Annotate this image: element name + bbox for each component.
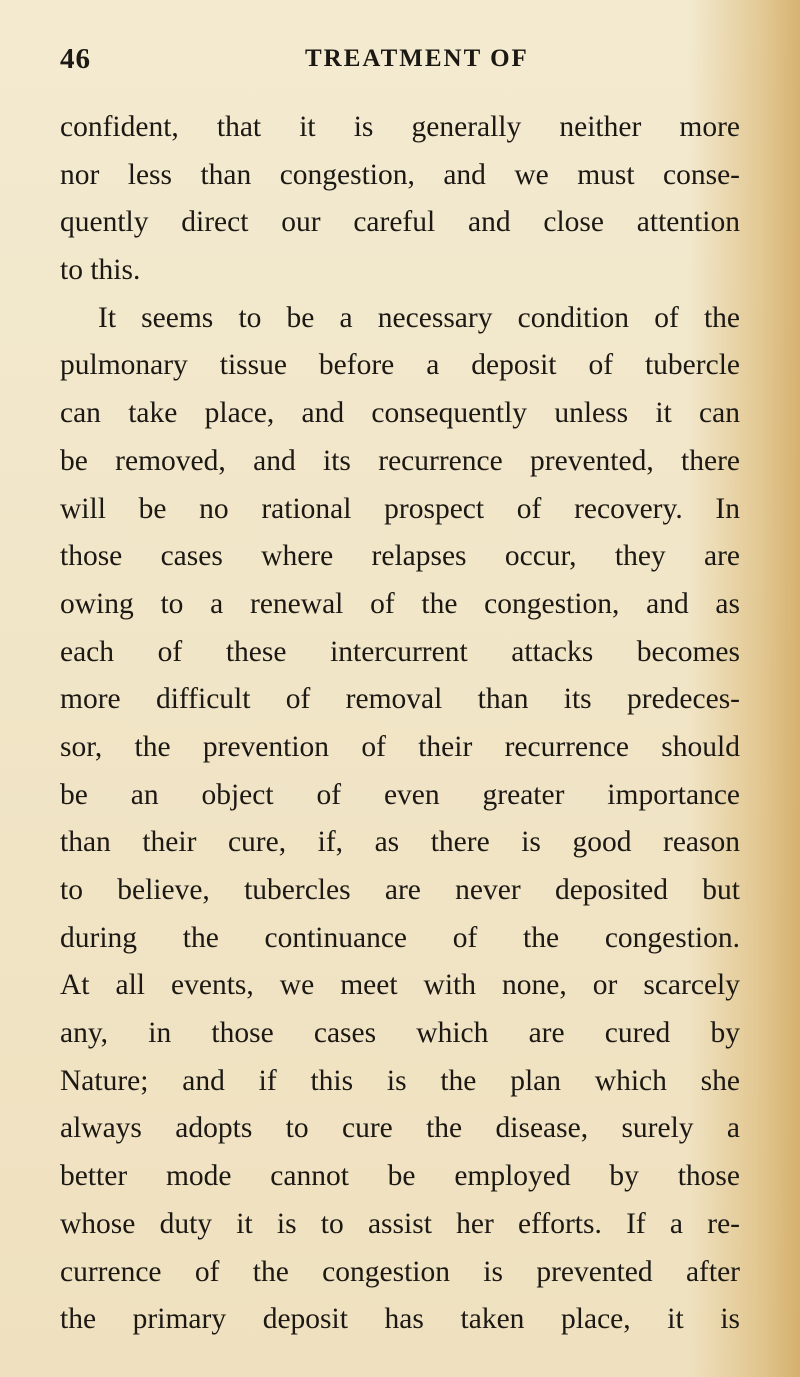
running-head: TREATMENT OF	[305, 45, 529, 72]
text-line: be removed, and its recurrence prevented, there	[60, 444, 740, 477]
text-line: can take place, and consequently unless it can	[60, 397, 740, 430]
text-line: quently direct our careful and close attention	[60, 206, 740, 239]
text-line: to believe, tubercles are never deposited but	[60, 874, 740, 906]
text-line: each of these intercurrent attacks becomes	[60, 635, 740, 668]
text-line: nor less than congestion, and we must conse-	[60, 158, 740, 191]
text-line: during the continuance of the congestion.	[60, 921, 740, 954]
text-line: be an object of even greater importance	[60, 778, 740, 811]
text-line: the primary deposit has taken place, it is	[60, 1303, 740, 1336]
text-line: than their cure, if, as there is good reason	[60, 826, 740, 859]
text-line: currence of the congestion is prevented after	[60, 1255, 740, 1288]
text-line: whose duty it is to assist her efforts. If a re-	[60, 1207, 740, 1240]
text-line: It seems to be a necessary condition of the	[98, 301, 740, 334]
text-line: to this.	[60, 254, 141, 287]
page-number: 46	[60, 43, 91, 75]
text-line: Nature; and if this is the plan which she	[60, 1064, 740, 1097]
text-line: better mode cannot be employed by those	[60, 1160, 740, 1193]
page-header	[60, 43, 740, 79]
text-line: owing to a renewal of the congestion, and as	[60, 587, 740, 620]
text-line: always adopts to cure the disease, surely a	[60, 1112, 740, 1145]
text-line: those cases where relapses occur, they are	[60, 540, 740, 573]
text-line: confident, that it is generally neither more	[60, 111, 740, 143]
text-line: will be no rational prospect of recovery. In	[60, 492, 740, 525]
body-text	[60, 104, 740, 1344]
text-line: sor, the prevention of their recurrence should	[60, 730, 740, 763]
text-line: more difficult of removal than its predeces-	[60, 683, 740, 716]
text-line: At all events, we meet with none, or scarcely	[60, 969, 740, 1002]
text-line: pulmonary tissue before a deposit of tubercle	[60, 349, 740, 382]
text-line: any, in those cases which are cured by	[60, 1017, 740, 1050]
